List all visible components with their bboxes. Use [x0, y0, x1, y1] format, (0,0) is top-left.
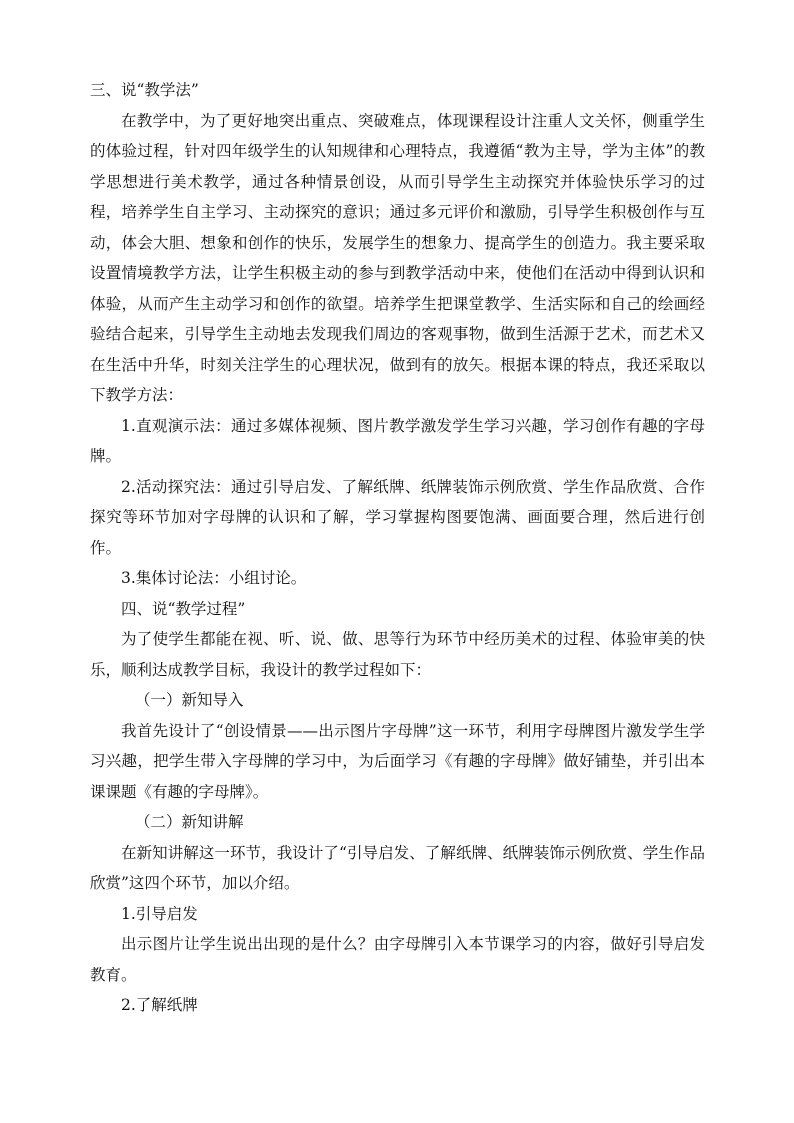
paragraph-new-knowledge-intro: 我首先设计了“创设情景——出示图片字母牌”这一环节，利用字母牌图片激发学生学习兴趣，把学生带入字母牌的学习中，为后面学习《有趣的字母牌》做好铺垫，并引出本课课题《有趣的字母牌》。 [90, 721, 705, 801]
paragraph-process-intro: 为了使学生都能在视、听、说、做、思等行为环节中经历美术的过程、体验审美的快乐，顺利达成教学目标，我设计的教学过程如下： [90, 630, 705, 679]
document-page [90, 75, 705, 1021]
paragraph-method-2: 2.活动探究法：通过引导启发、了解纸牌、纸牌装饰示例欣赏、学生作品欣赏、合作探究等环节加对字母牌的认识和了解，学习掌握构图要饱满、画面要合理，然后进行创作。 [90, 477, 705, 557]
list-heading-understand-cards: 2.了解纸牌 [121, 996, 198, 1014]
subheading-new-knowledge-explain: （二）新知讲解 [135, 813, 244, 831]
subheading-new-knowledge-intro: （一）新知导入 [135, 691, 244, 709]
paragraph-new-knowledge-explain: 在新知讲解这一环节，我设计了“引导启发、了解纸牌、纸牌装饰示例欣赏、学生作品欣赏”这四个环节，加以介绍。 [90, 843, 705, 892]
paragraph-guidance: 出示图片让学生说出出现的是什么？由字母牌引入本节课学习的内容，做好引导启发教育。 [90, 935, 705, 984]
section-heading-teaching-methods: 三、说“教学法” [90, 81, 199, 99]
paragraph-method-1: 1.直观演示法：通过多媒体视频、图片教学激发学生学习兴趣，学习创作有趣的字母牌。 [90, 416, 705, 465]
list-heading-guidance: 1.引导启发 [121, 904, 198, 923]
paragraph-teaching-methods-intro: 在教学中，为了更好地突出重点、突破难点，体现课程设计注重人文关怀，侧重学生的体验过程，针对四年级学生的认知规律和心理特点，我遵循“教为主导，学为主体”的教学思想进行美术教学，通过各种情景创设，从而引导学生主动探究并体验快乐学习的过程，培养学生自主学习、主动探究的意识；通过多元评价和激励，引导学生积极创作与互动，体会大胆、想象和创作的快乐，发展学生的想象力、提高学生的创造力。我主要采取设置情境教学方法，让学生积极主动的参与到教学活动中来，使他们在活动中得到认识和体验，从而产生主动学习和创作的欲望。培养学生把课堂教学、生活实际和自己的绘画经验结合起来，引导学生主动地去发现我们周边的客观事物，做到生活源于艺术，而艺术又在生活中升华，时刻关注学生的心理状况，做到有的放矢。根据本课的特点，我还采取以下教学方法： [90, 111, 705, 404]
paragraph-method-3: 3.集体讨论法：小组讨论。 [121, 569, 307, 587]
section-heading-teaching-process: 四、说“教学过程” [121, 599, 246, 618]
